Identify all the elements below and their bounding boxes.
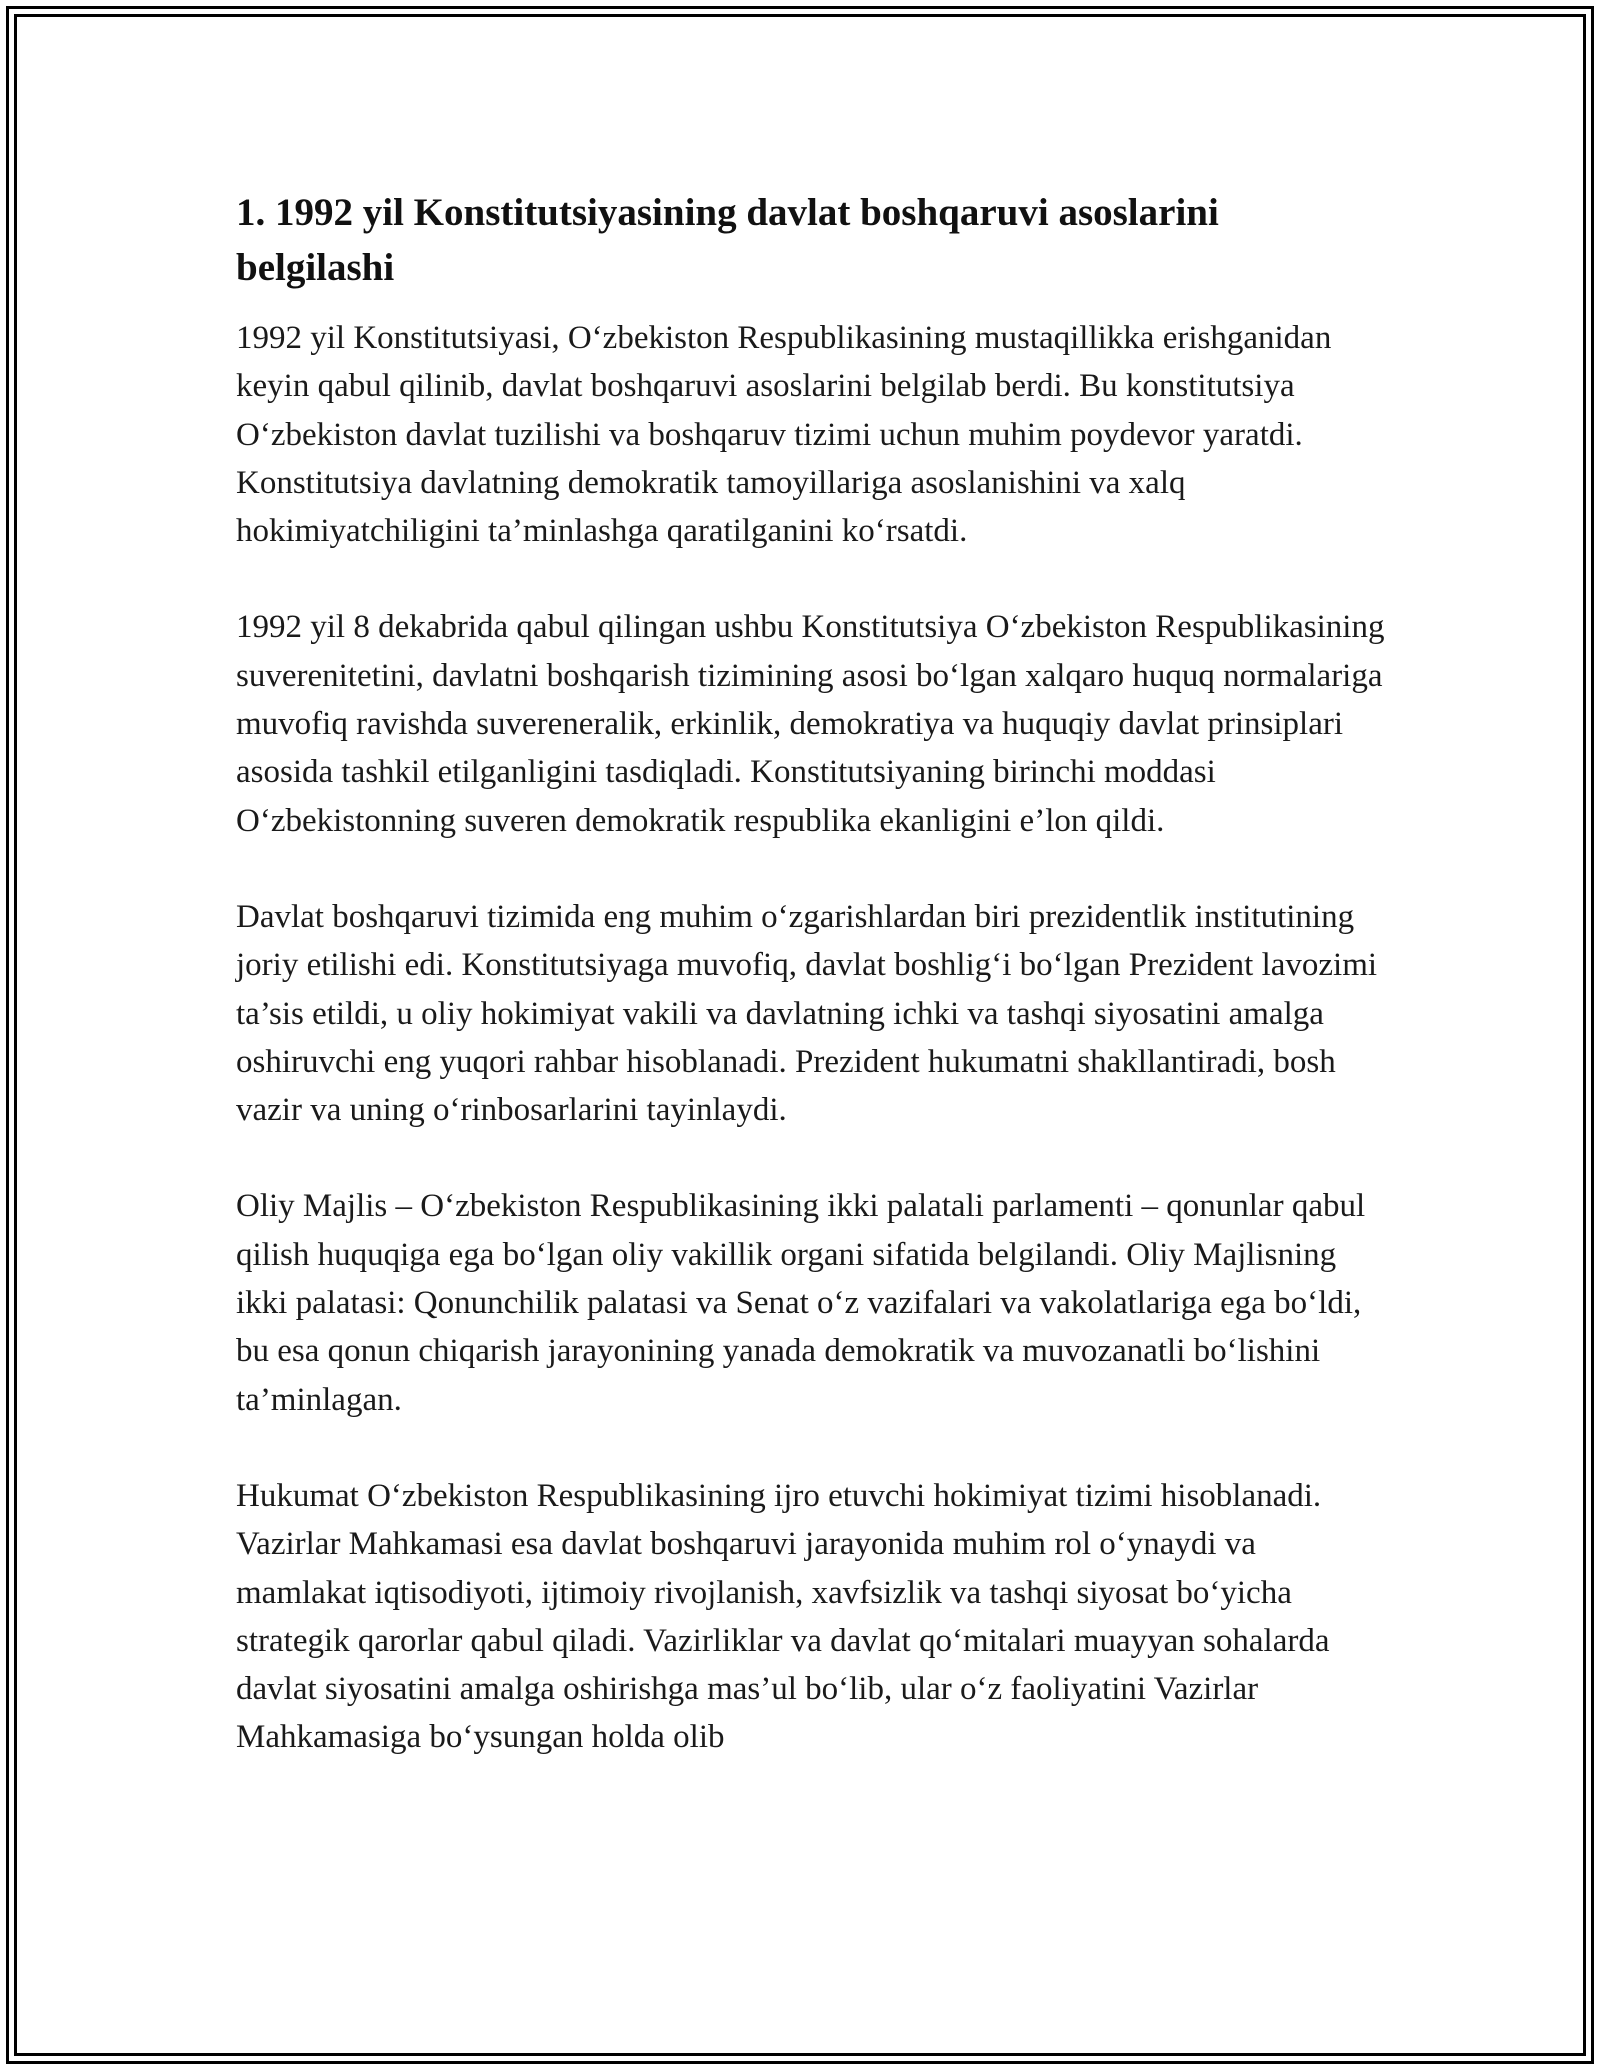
paragraph-5: Hukumat O‘zbekiston Respublikasining ijro etuvchi hokimiyat tizimi hisoblanadi. Vazirlar Mahkamasi esa davlat boshqaruvi jarayonida muhim rol o‘ynaydi va mamlakat iqtisodiyoti, ijtimoiy rivojlanish, xavfsizlik va tashqi siyosat bo‘yicha strategik qarorlar qabul qiladi. Vazirliklar va davlat qo‘mitalari muayyan sohalarda davlat siyosatini amalga oshirishga mas’ul bo‘lib, ular o‘z faoliyatini Vazirlar Mahkamasiga bo‘ysungan holda olib [236,1477,1330,1756]
paragraph-3: Davlat boshqaruvi tizimida eng muhim o‘zgarishlardan biri prezidentlik institutining joriy etilishi edi. Konstitutsiyaga muvofiq, davlat boshlig‘i bo‘lgan Prezident lavozimi ta’sis etildi, u oliy hokimiyat vakili va davlatning ichki va tashqi siyosatini amalga oshiruvchi eng yuqori rahbar hisoblanadi. Prezident hukumatni shakllantiradi, bosh vazir va uning o‘rinbosarlarini tayinlaydi. [236,898,1378,1129]
document-body [236,185,1386,1810]
paragraph-1: 1992 yil Konstitutsiyasi, O‘zbekiston Respublikasining mustaqillikka erishganidan keyin qabul qilinib, davlat boshqaruvi asoslarini belgilab berdi. Bu konstitutsiya O‘zbekiston davlat tuzilishi va boshqaruv tizimi uchun muhim poydevor yaratdi. Konstitutsiya davlatning demokratik tamoyillariga asoslanishini va xalq hokimiyatchiligini ta’minlashga qaratilganini ko‘rsatdi. [236,320,1332,550]
section-heading: 1. 1992 yil Konstitutsiyasining davlat boshqaruvi asoslarini belgilashi [236,191,1219,289]
paragraph-2: 1992 yil 8 dekabrida qabul qilingan ushbu Konstitutsiya O‘zbekiston Respublikasining suverenitetini, davlatni boshqarish tizimining asosi bo‘lgan xalqaro huquq normalariga muvofiq ravishda suvereneralik, erkinlik, demokratiya va huquqiy davlat prinsiplari asosida tashkil etilganligini tasdiqladi. Konstitutsiyaning birinchi moddasi O‘zbekistonning suveren demokratik respublika ekanligini e’lon qildi. [236,609,1385,839]
paragraph-4: Oliy Majlis – O‘zbekiston Respublikasining ikki palatali parlamenti – qonunlar qabul qilish huquqiga ega bo‘lgan oliy vakillik organi sifatida belgilandi. Oliy Majlisning ikki palatasi: Qonunchilik palatasi va Senat o‘z vazifalari va vakolatlariga ega bo‘ldi, bu esa qonun chiqarish jarayonining yanada demokratik va muvozanatli bo‘lishini ta’minlagan. [236,1188,1366,1418]
